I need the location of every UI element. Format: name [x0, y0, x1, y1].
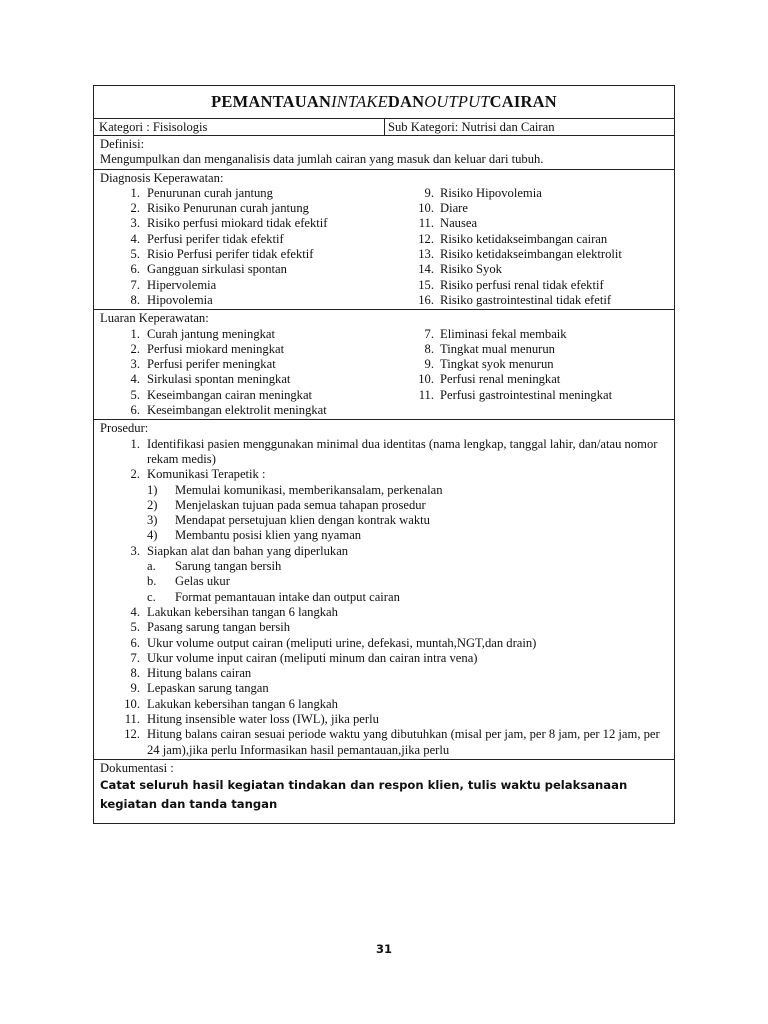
list-text: Hipovolemia: [147, 292, 213, 307]
list-text: Penurunan curah jantung: [147, 185, 273, 200]
list-number: 2.: [130, 341, 140, 356]
list-text: Lakukan kebersihan tangan 6 langkah: [147, 604, 338, 619]
list-number: 3): [147, 513, 158, 528]
list-text: Lepaskan sarung tangan: [147, 681, 269, 696]
list-number: 5.: [130, 247, 140, 262]
list-item: [100, 342, 418, 357]
list-number: 6.: [130, 403, 140, 418]
category-row: [94, 119, 674, 136]
procedure-substep: [100, 574, 674, 589]
list-text: Memulai komunikasi, memberikansalam, perkenalan: [175, 482, 443, 497]
list-number: 14.: [418, 262, 434, 277]
list-number: 1.: [130, 326, 140, 341]
procedure-substep: [100, 513, 674, 528]
list-text: Risiko gastrointestinal tidak efetif: [440, 292, 612, 307]
sop-table: [93, 85, 675, 824]
title-italic-output: OUTPUT: [424, 92, 490, 111]
list-item: [100, 278, 418, 293]
list-text: Format pemantauan intake dan output cairan: [175, 589, 400, 604]
list-item: [418, 186, 674, 201]
list-number: 6.: [130, 262, 140, 277]
list-item: [418, 327, 674, 342]
list-number: 4.: [130, 231, 140, 246]
list-text: Curah jantung meningkat: [147, 326, 276, 341]
list-number: 4): [147, 528, 158, 543]
list-number: 5.: [130, 387, 140, 402]
list-number: 8.: [130, 292, 140, 307]
list-text: Risio Perfusi perifer tidak efektif: [147, 247, 314, 262]
list-number: 2): [147, 497, 158, 512]
list-text: Ukur volume output cairan (meliputi urine, defekasi, muntah,NGT,dan drain): [147, 635, 537, 650]
list-text: Risiko Syok: [440, 262, 502, 277]
list-item: [418, 201, 674, 216]
procedure-step: [100, 727, 674, 758]
list-number: 7.: [130, 650, 140, 665]
procedure-substep: [100, 590, 674, 605]
list-item: [100, 232, 418, 247]
category-cell: Kategori : Fisisologis: [94, 119, 385, 135]
list-number: 10.: [124, 696, 140, 711]
diagnosis-heading: Diagnosis Keperawatan:: [100, 170, 224, 185]
procedure-substep: [100, 528, 674, 543]
documentation-text: Catat seluruh hasil kegiatan tindakan dan respon klien, tulis waktu pelaksanaan kegiatan dan tanda tangan: [100, 778, 628, 812]
list-number: 9.: [130, 681, 140, 696]
page-number: 31: [375, 942, 392, 956]
procedure-step: [100, 467, 674, 482]
list-text: Siapkan alat dan bahan yang diperlukan: [147, 543, 349, 558]
list-number: 16.: [418, 292, 434, 307]
list-text: Risiko Penurunan curah jantung: [147, 201, 309, 216]
list-item: [100, 247, 418, 262]
list-item: [100, 388, 418, 403]
list-number: 11.: [418, 216, 434, 231]
list-text: Nausea: [440, 216, 478, 231]
diagnosis-right-list: [418, 186, 674, 308]
list-item: [418, 247, 674, 262]
documentation-section: [94, 760, 674, 823]
procedure-step: [100, 697, 674, 712]
list-text: Perfusi perifer meningkat: [147, 357, 276, 372]
list-text: Perfusi gastrointestinal meningkat: [440, 387, 613, 402]
procedure-section: [94, 420, 674, 760]
subcategory-cell: Sub Kategori: Nutrisi dan Cairan: [388, 120, 555, 134]
list-text: Risiko perfusi renal tidak efektif: [440, 277, 604, 292]
list-number: b.: [147, 574, 157, 589]
list-number: 8.: [424, 341, 434, 356]
outcome-right-list: [418, 327, 674, 419]
title-part: CAIRAN: [489, 92, 557, 111]
list-number: 1): [147, 482, 158, 497]
list-number: 3.: [130, 357, 140, 372]
definition-section: [94, 136, 674, 170]
list-number: 3.: [130, 543, 140, 558]
list-number: 15.: [418, 277, 434, 292]
list-item: [100, 186, 418, 201]
list-number: 2.: [130, 201, 140, 216]
list-text: Keseimbangan elektrolit meningkat: [147, 403, 327, 418]
list-text: Eliminasi fekal membaik: [440, 326, 567, 341]
list-text: Lakukan kebersihan tangan 6 langkah: [147, 696, 338, 711]
list-number: 9.: [424, 357, 434, 372]
procedure-list: [100, 437, 674, 758]
list-item: [418, 388, 674, 403]
list-item: [418, 293, 674, 308]
definition-heading: Definisi:: [100, 137, 145, 151]
list-text: Risiko Hipovolemia: [440, 185, 542, 200]
list-item: [100, 201, 418, 216]
outcome-heading: Luaran Keperawatan:: [100, 311, 209, 326]
list-item: [100, 403, 418, 418]
title-italic-intake: INTAKE: [331, 92, 388, 111]
list-item: [100, 327, 418, 342]
list-text: Menjelaskan tujuan pada semua tahapan prosedur: [175, 497, 426, 512]
procedure-step: [100, 666, 674, 681]
list-item: [100, 262, 418, 277]
list-number: 12.: [124, 727, 140, 742]
list-number: 12.: [418, 231, 434, 246]
list-item: [418, 342, 674, 357]
list-item: [100, 293, 418, 308]
procedure-step: [100, 651, 674, 666]
list-text: Sarung tangan bersih: [175, 559, 282, 574]
list-item: [418, 216, 674, 231]
list-text: Hitung balans cairan: [147, 666, 252, 681]
list-text: Komunikasi Terapetik :: [147, 467, 266, 482]
diagnosis-section: [94, 170, 674, 311]
list-text: Mendapat persetujuan klien dengan kontrak waktu: [175, 513, 430, 528]
list-item: [418, 372, 674, 387]
procedure-substep: [100, 498, 674, 513]
list-text: Tingkat syok menurun: [440, 357, 554, 372]
list-text: Membantu posisi klien yang nyaman: [175, 528, 362, 543]
procedure-step: [100, 437, 674, 468]
list-number: 10.: [418, 201, 434, 216]
list-item: [100, 357, 418, 372]
list-number: 5.: [130, 620, 140, 635]
list-text: Identifikasi pasien menggunakan minimal dua identitas (nama lengkap, tanggal lahir, dan/atau nomor rekam medis): [147, 436, 658, 466]
procedure-step: [100, 636, 674, 651]
list-text: Hitung insensible water loss (IWL), jika perlu: [147, 711, 379, 726]
list-text: Diare: [440, 201, 468, 216]
list-number: 8.: [130, 666, 140, 681]
list-number: 9.: [424, 185, 434, 200]
list-number: 10.: [418, 372, 434, 387]
list-item: [418, 278, 674, 293]
list-text: Sirkulasi spontan meningkat: [147, 372, 291, 387]
list-item: [100, 372, 418, 387]
document-title: [94, 86, 674, 119]
procedure-substep: [100, 559, 674, 574]
procedure-step: [100, 544, 674, 559]
outcome-left-list: [100, 327, 418, 419]
list-text: Perfusi perifer tidak efektif: [147, 231, 284, 246]
procedure-substep: [100, 483, 674, 498]
list-text: Hitung balans cairan sesuai periode waktu yang dibutuhkan (misal per jam, per 8 jam, per 12 jam, per 24 jam),jika perlu Informasikan hasil pemantauan,jika perlu: [147, 727, 660, 757]
list-number: 1.: [130, 436, 140, 451]
list-number: 4.: [130, 604, 140, 619]
list-text: Ukur volume input cairan (meliputi minum dan cairan intra vena): [147, 650, 478, 665]
list-number: 13.: [418, 247, 434, 262]
list-item: [100, 216, 418, 231]
list-number: 7.: [130, 277, 140, 292]
procedure-step: [100, 620, 674, 635]
list-number: 6.: [130, 635, 140, 650]
list-number: a.: [147, 559, 156, 574]
list-text: Pasang sarung tangan bersih: [147, 620, 291, 635]
list-item: [418, 262, 674, 277]
list-text: Keseimbangan cairan meningkat: [147, 387, 313, 402]
list-number: 11.: [124, 711, 140, 726]
procedure-step: [100, 681, 674, 696]
list-text: Perfusi miokard meningkat: [147, 341, 285, 356]
list-number: 1.: [130, 185, 140, 200]
list-text: Perfusi renal meningkat: [440, 372, 561, 387]
list-text: Hipervolemia: [147, 277, 217, 292]
list-number: 4.: [130, 372, 140, 387]
list-text: Risiko ketidakseimbangan cairan: [440, 231, 608, 246]
procedure-step: [100, 712, 674, 727]
list-text: Risiko ketidakseimbangan elektrolit: [440, 247, 622, 262]
list-number: c.: [147, 589, 156, 604]
list-number: 2.: [130, 467, 140, 482]
list-number: 7.: [424, 326, 434, 341]
definition-text: Mengumpulkan dan menganalisis data jumlah cairan yang masuk dan keluar dari tubuh.: [100, 152, 544, 167]
list-number: 11.: [418, 387, 434, 402]
list-item: [418, 232, 674, 247]
list-item: [418, 357, 674, 372]
list-text: Gelas ukur: [175, 574, 230, 589]
list-text: Risiko perfusi miokard tidak efektif: [147, 216, 328, 231]
list-text: Tingkat mual menurun: [440, 341, 555, 356]
list-number: 3.: [130, 216, 140, 231]
list-text: Gangguan sirkulasi spontan: [147, 262, 287, 277]
procedure-step: [100, 605, 674, 620]
documentation-heading: Dokumentasi :: [100, 760, 174, 775]
title-part: PEMANTAUAN: [211, 92, 332, 111]
diagnosis-left-list: [100, 186, 418, 308]
title-part: DAN: [387, 92, 425, 111]
procedure-heading: Prosedur:: [100, 421, 149, 436]
outcome-section: [94, 310, 674, 420]
